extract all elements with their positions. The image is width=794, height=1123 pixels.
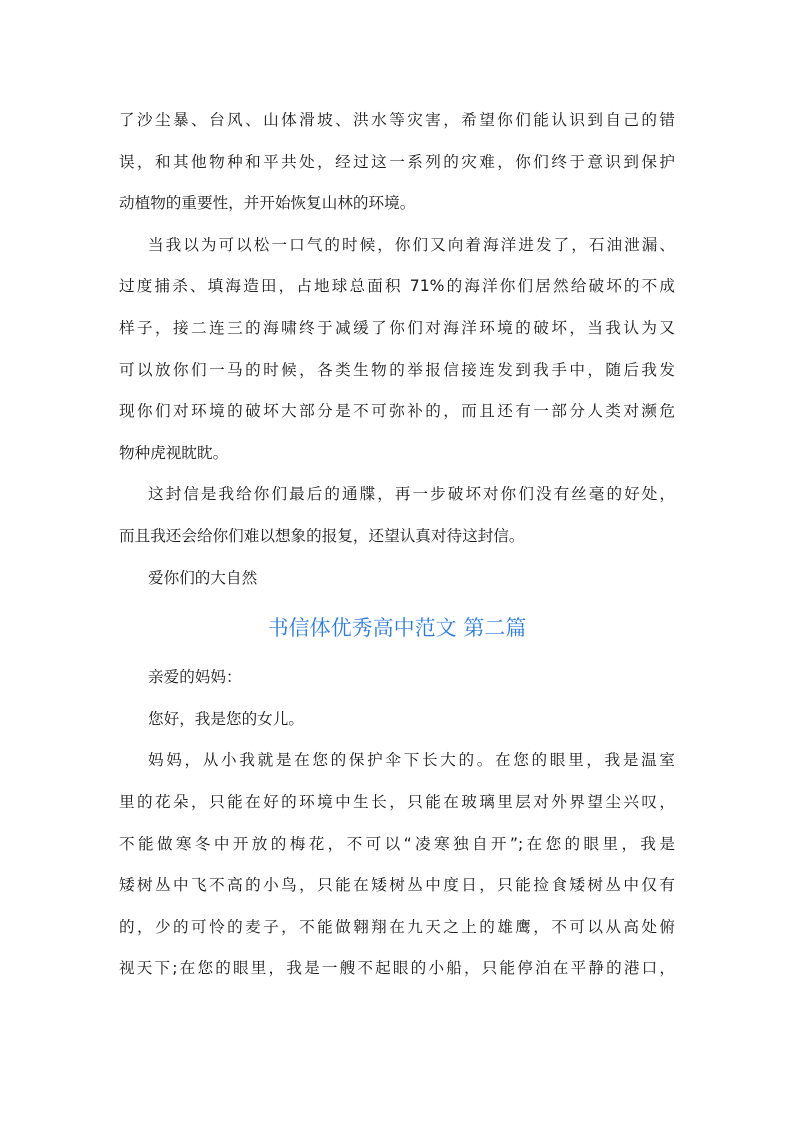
paragraph <box>119 740 675 990</box>
letter-signature: 爱你们的大自然 <box>148 568 258 587</box>
section-heading: 书信体优秀高中范文 第二篇 <box>267 616 527 641</box>
text-line: 视天下;在您的眼里，我是一艘不起眼的小船，只能停泊在平静的港口， <box>119 959 675 978</box>
text-line: 里的花朵，只能在好的环境中生长，只能在玻璃里层对外界望尘兴叹， <box>119 792 675 811</box>
text-line: 动植物的重要性，并开始恢复山林的环境。 <box>119 194 416 213</box>
letter-salutation: 亲爱的妈妈： <box>148 668 242 687</box>
text-line: 妈妈，从小我就是在您的保护伞下长大的。在您的眼里，我是温室 <box>148 751 675 770</box>
text-line: 可以放你们一马的时候，各类生物的举报信接连发到我手中，随后我发 <box>119 360 675 379</box>
paragraph <box>119 474 675 557</box>
paragraph <box>119 225 675 475</box>
document-page <box>119 100 675 990</box>
letter-greeting: 您好，我是您的女儿。 <box>148 709 304 728</box>
text-line: 了沙尘暴、台风、山体滑坡、洪水等灾害，希望你们能认识到自己的错 <box>119 111 675 129</box>
text-line: 矮树丛中飞不高的小鸟，只能在矮树丛中度日，只能捡食矮树丛中仅有 <box>119 876 675 895</box>
text-line: 误，和其他物种和平共处，经过这一系列的灾难，你们终于意识到保护 <box>119 152 675 171</box>
text-line: 这封信是我给你们最后的通牒，再一步破坏对你们没有丝毫的好处， <box>148 485 675 504</box>
text-line: 过度捕杀、填海造田，占地球总面积 71%的海洋你们居然给破坏的不成 <box>119 277 675 296</box>
text-line: 现你们对环境的破坏大部分是不可弥补的，而且还有一部分人类对濒危 <box>119 402 675 421</box>
paragraph <box>119 100 675 225</box>
text-line: 不能做寒冬中开放的梅花，不可以“凌寒独自开”;在您的眼里，我是 <box>119 834 675 853</box>
text-line: 而且我还会给你们难以想象的报复，还望认真对待这封信。 <box>119 526 525 545</box>
text-line: 物种虎视眈眈。 <box>119 443 229 462</box>
text-line: 样子，接二连三的海啸终于减缓了你们对海洋环境的破坏，当我认为又 <box>119 318 675 337</box>
text-line: 当我以为可以松一口气的时候，你们又向着海洋进发了，石油泄漏、 <box>148 235 675 254</box>
text-line: 的，少的可怜的麦子，不能做翱翔在九天之上的雄鹰，不可以从高处俯 <box>119 917 675 936</box>
